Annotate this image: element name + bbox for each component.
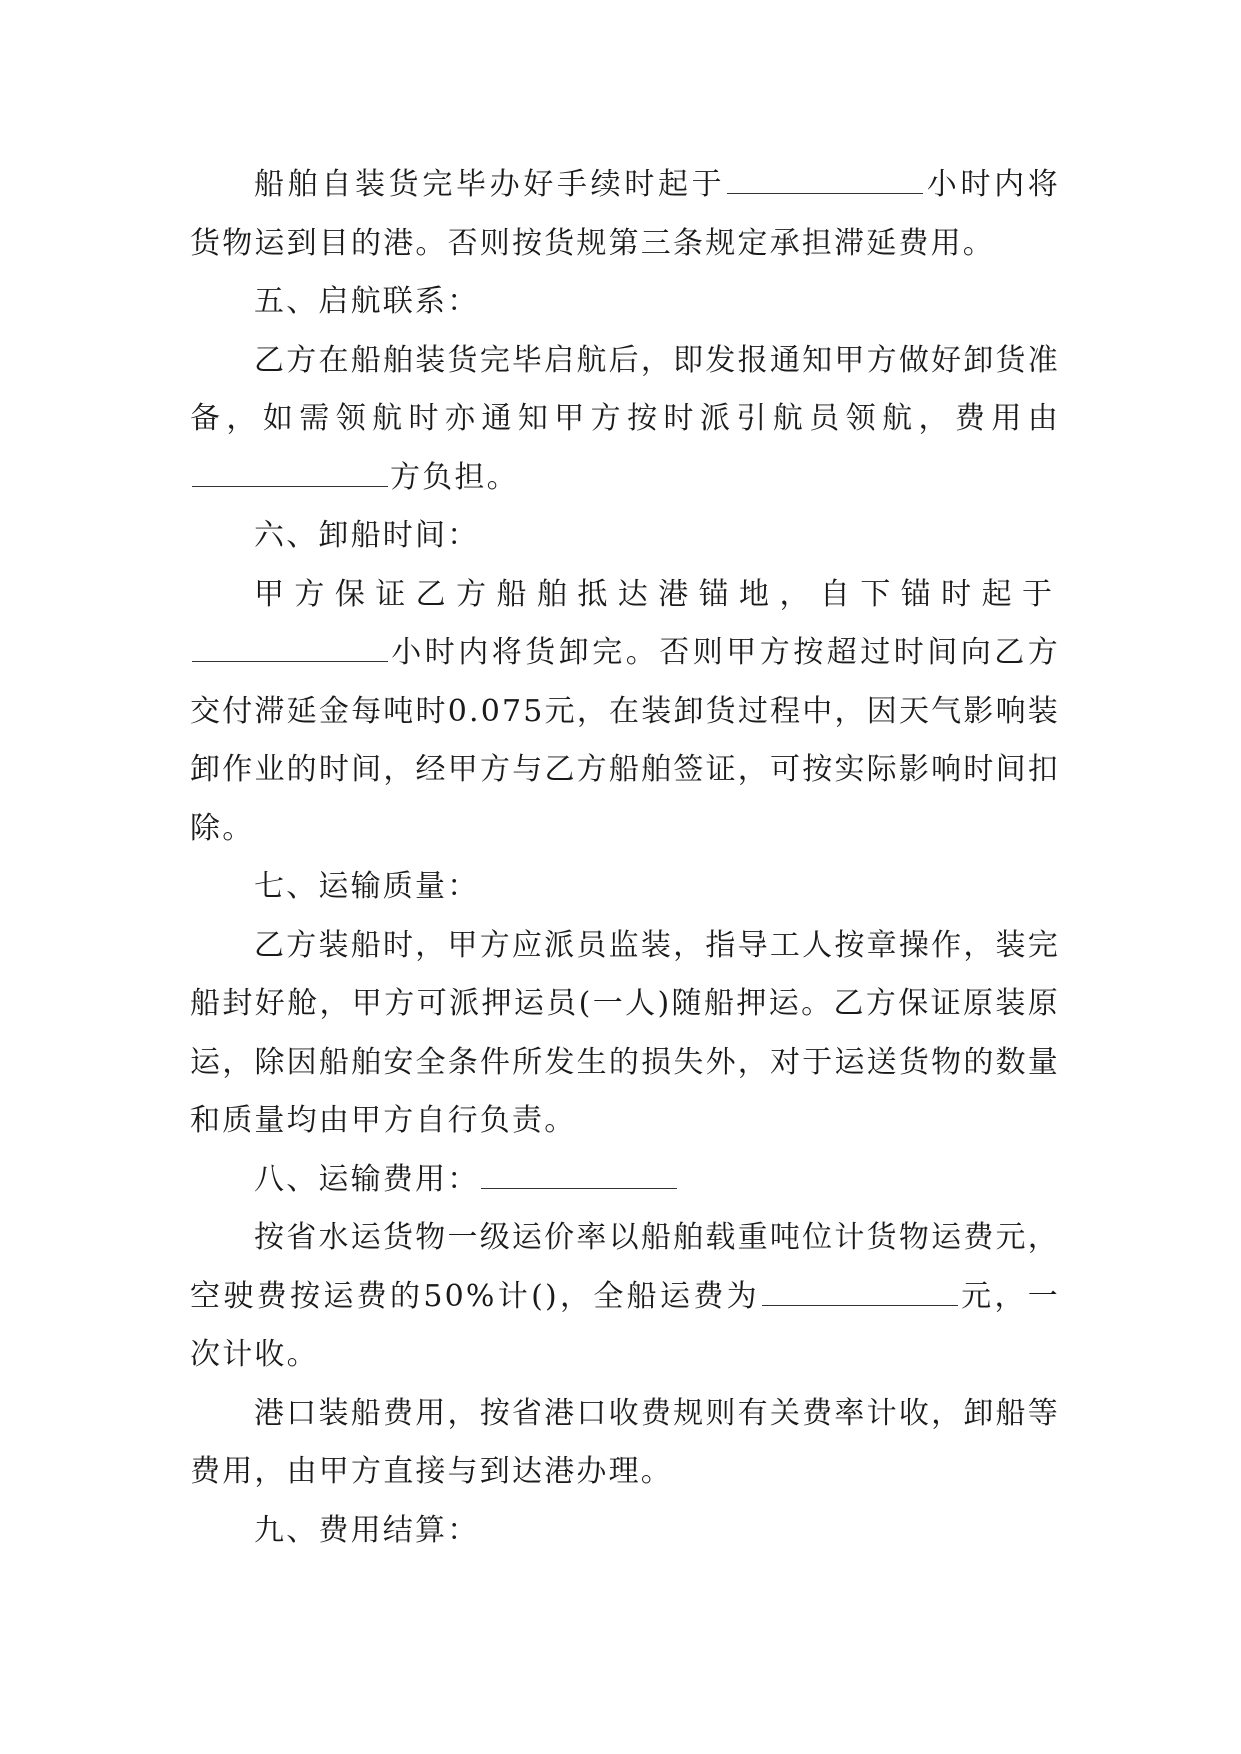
section-heading-fee-settlement — [190, 1502, 1060, 1561]
paragraph-transport-quality — [190, 917, 1060, 1151]
heading-text: 六、卸船时间： — [254, 518, 480, 553]
fill-in-blank[interactable] — [192, 660, 388, 662]
paragraph-text: 元，一次计收。 — [190, 1278, 1060, 1372]
paragraph-text: 乙方装船时，甲方应派员监装，指导工人按章操作，装完船封好舱，甲方可派押运员(一人)随船押运。乙方保证原装原运，除因船舶安全条件所发生的损失外，对于运送货物的数量和质量均由甲方自行负责。 — [190, 927, 1060, 1138]
section-heading-unloading-time — [190, 507, 1060, 566]
document-body — [190, 156, 1060, 1560]
paragraph-text: 乙方在船舶装货完毕启航后，即发报通知甲方做好卸货准备，如需领航时亦通知甲方按时派引航员领航，费用由 — [190, 342, 1060, 436]
fill-in-blank[interactable] — [192, 485, 388, 487]
paragraph-text: 船舶自装货完毕办好手续时起于 — [254, 167, 726, 202]
paragraph-text: 甲方保证乙方船舶抵达港锚地，自下锚时起于 — [254, 576, 1060, 612]
paragraph-port-fees — [190, 1385, 1060, 1502]
paragraph-text: 方负担。 — [390, 459, 519, 495]
section-heading-transport-quality — [190, 858, 1060, 917]
fill-in-blank[interactable] — [481, 1187, 677, 1189]
paragraph-text: 小时内将货物运到目的港。否则按货规第三条规定承担滞延费用。 — [190, 167, 1060, 261]
heading-text: 五、启航联系： — [254, 284, 480, 319]
fill-in-blank[interactable] — [762, 1304, 958, 1306]
heading-text: 九、费用结算： — [254, 1512, 480, 1548]
section-heading-transport-fees — [190, 1151, 1060, 1210]
paragraph-shipping-time — [190, 156, 1060, 273]
fill-in-blank[interactable] — [727, 192, 923, 194]
paragraph-unloading-time — [190, 566, 1060, 859]
heading-text: 七、运输质量： — [254, 869, 480, 904]
paragraph-departure-contact — [190, 332, 1060, 508]
heading-text: 八、运输费用： — [254, 1161, 480, 1197]
paragraph-text: 小时内将货卸完。否则甲方按超过时间向乙方交付滞延金每吨时0.075元，在装卸货过程中，因天气影响装卸作业的时间，经甲方与乙方船舶签证，可按实际影响时间扣除。 — [190, 635, 1060, 846]
section-heading-departure-contact — [190, 273, 1060, 332]
paragraph-text: 港口装船费用，按省港口收费规则有关费率计收，卸船等费用，由甲方直接与到达港办理。 — [190, 1395, 1060, 1489]
paragraph-freight-calculation — [190, 1209, 1060, 1385]
paragraph-text: 按省水运货物一级运价率以船舶载重吨位计货物运费元，空驶费按运费的50%计()，全船运费为 — [190, 1220, 1060, 1314]
